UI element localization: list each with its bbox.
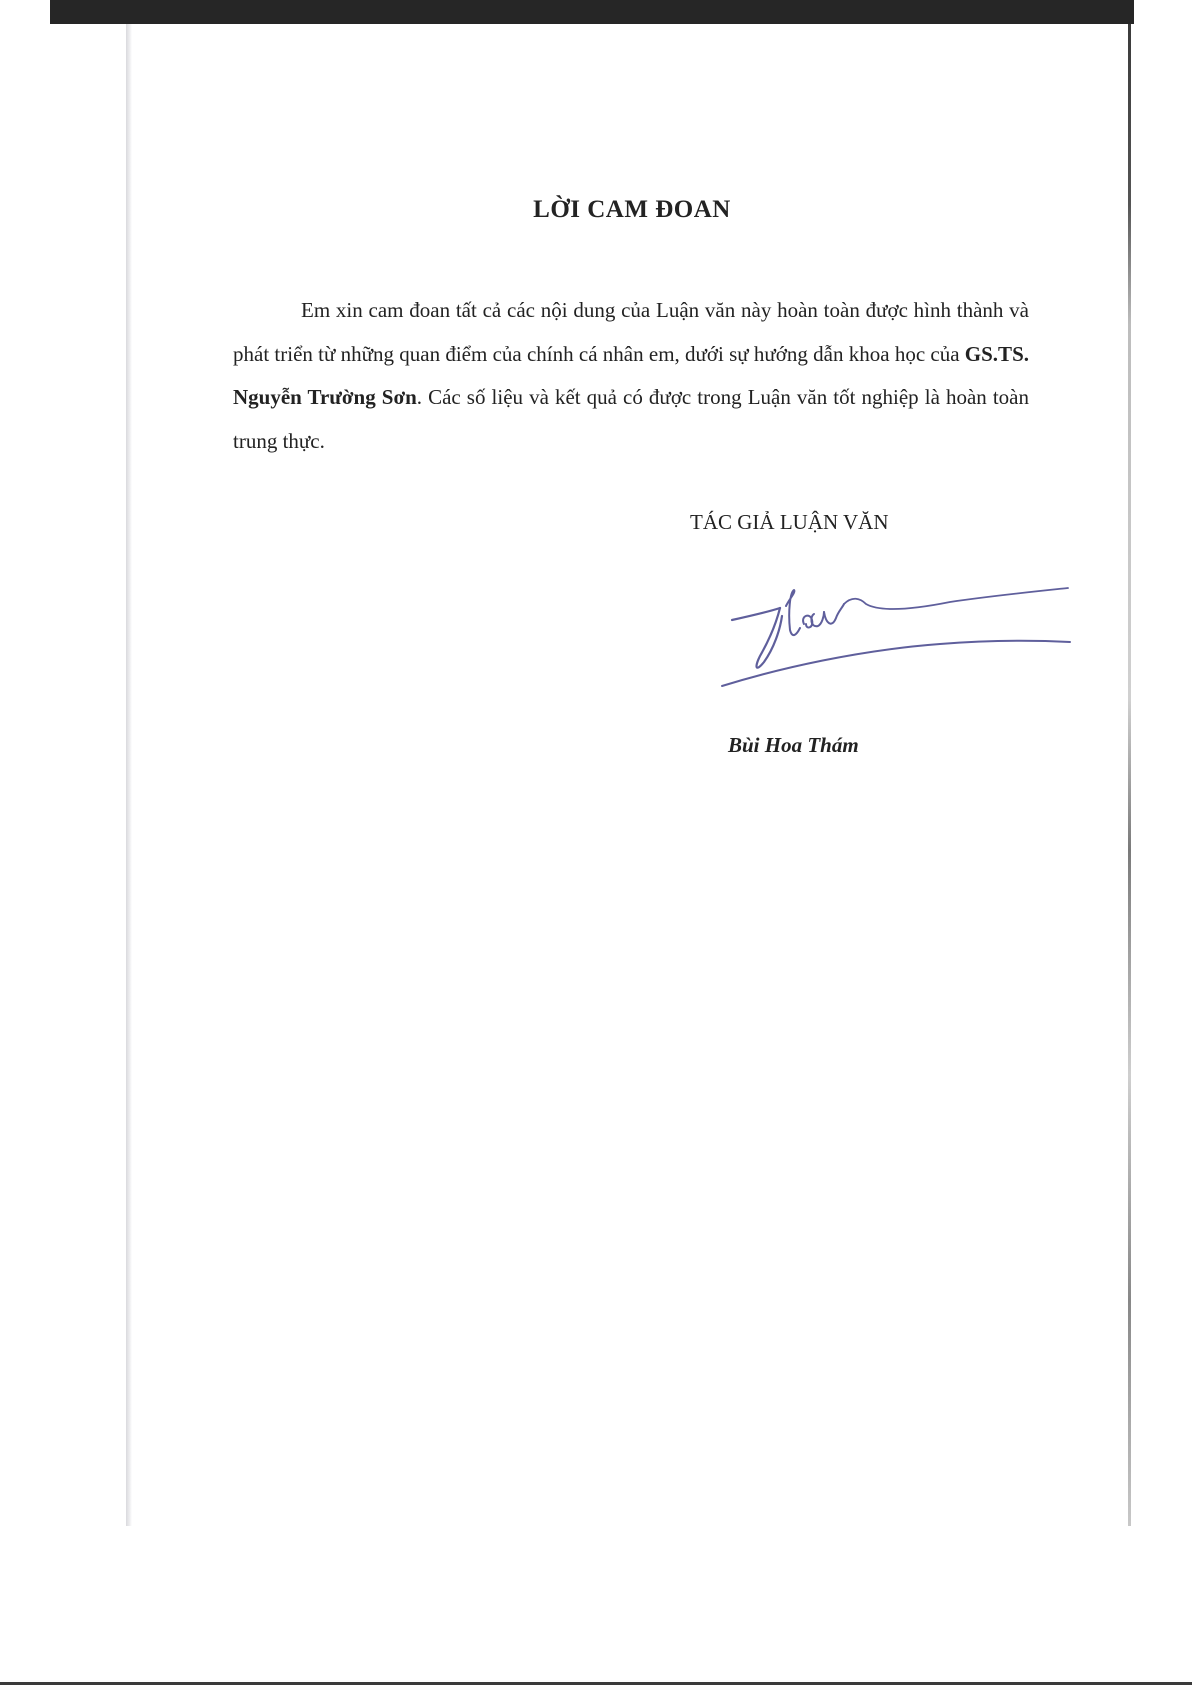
page-title: LỜI CAM ĐOAN bbox=[533, 196, 731, 223]
scan-right-page-edge bbox=[1128, 24, 1131, 1526]
handwritten-signature bbox=[720, 572, 1072, 690]
author-name: Bùi Hoa Thám bbox=[728, 733, 859, 757]
advisor-name: GS.TS. Nguyễn Trường Sơn bbox=[233, 341, 1029, 409]
paragraph-text-part1: Em xin cam đoan tất cả các nội dung của Luận văn này hoàn toàn được hình thành và phát triển từ những quan điểm của chính cá nhân em, dưới sự hướng dẫn khoa học của bbox=[233, 298, 1029, 366]
signature-heading: TÁC GIẢ LUẬN VĂN bbox=[690, 510, 889, 534]
paragraph-text-part2: . Các số liệu và kết quả có được trong Luận văn tốt nghiệp là hoàn toàn trung thực. bbox=[233, 385, 1029, 453]
declaration-paragraph bbox=[233, 289, 1029, 463]
scan-left-page-edge bbox=[126, 24, 132, 1526]
scan-top-border bbox=[50, 0, 1134, 24]
